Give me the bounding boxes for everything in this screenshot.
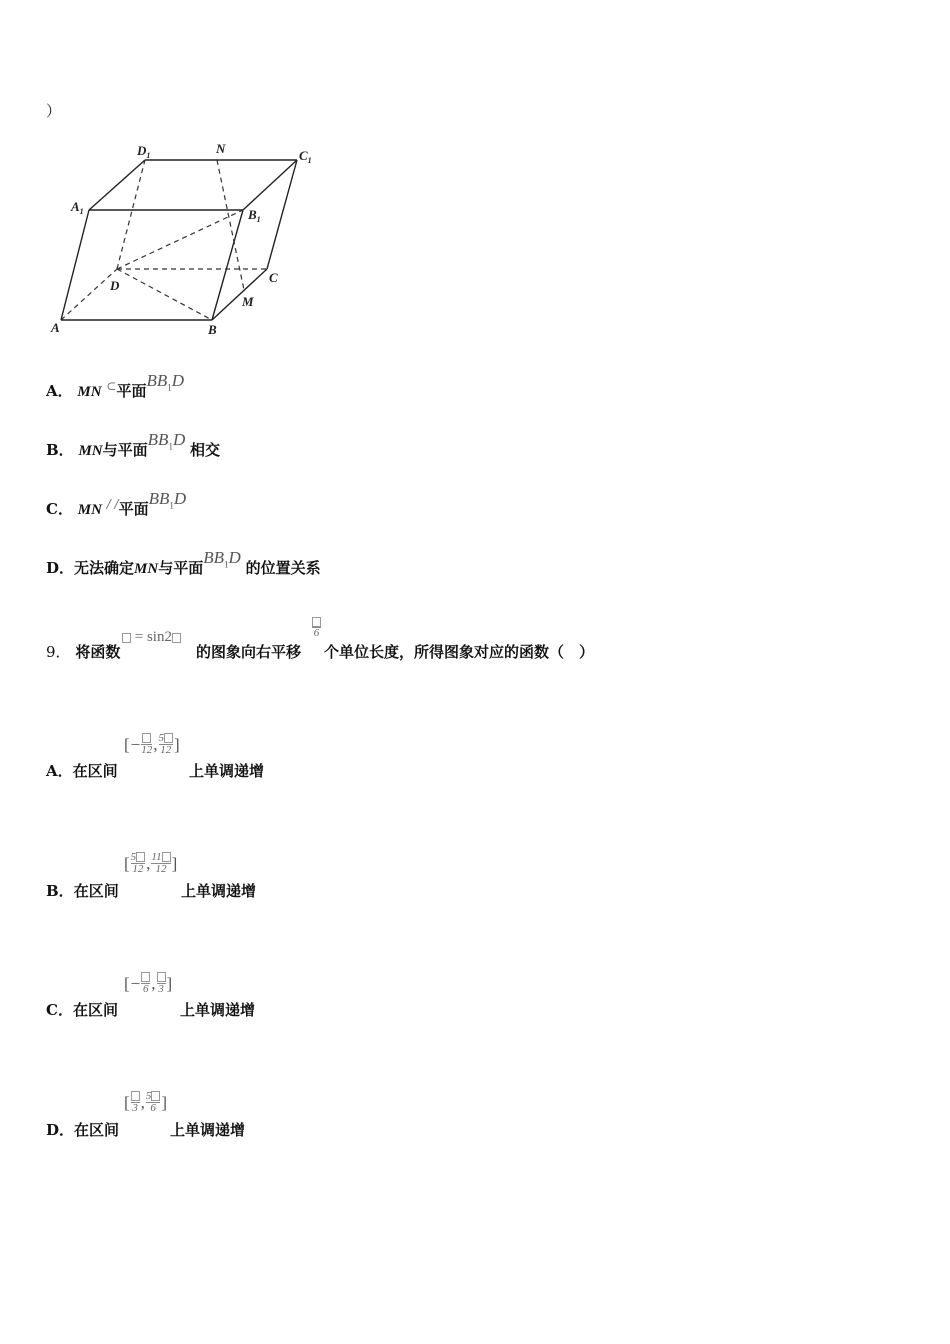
- label-m: M: [242, 294, 254, 309]
- segment-mn: [217, 160, 244, 290]
- q8-option-d[interactable]: D．无法确定MN与平面$BB_1D$ 的位置关系: [46, 548, 321, 577]
- q9-stem: 9． 将函数: [46, 643, 121, 661]
- edge-dd1-hidden: [117, 160, 145, 269]
- edge-cc1: [267, 160, 297, 269]
- label-b: B: [208, 322, 217, 337]
- q9-option-b[interactable]: B．在区间: [46, 882, 119, 900]
- edge-ad-hidden: [61, 269, 117, 320]
- placeholder-glyph: [312, 617, 321, 627]
- q8-option-c[interactable]: C． MN / /平面$BB_1D$: [46, 489, 187, 518]
- placeholder-glyph: [172, 633, 181, 643]
- closing-paren: ）: [46, 102, 62, 120]
- edge-b1c1: [243, 160, 297, 210]
- label-c1: $C_1$: [299, 148, 312, 165]
- label-d: D: [110, 278, 120, 293]
- label-n: N: [216, 141, 226, 156]
- edge-bc: [212, 269, 267, 320]
- q9-option-c[interactable]: C．在区间: [46, 1001, 118, 1019]
- interval-c: [ − 6 , 3 ]: [124, 973, 173, 995]
- label-b1: $B_1$: [248, 207, 261, 224]
- edge-a1d1: [89, 160, 145, 210]
- diag-db1: [117, 210, 243, 269]
- edge-bb1: [212, 210, 243, 320]
- q9-function: = sin2: [122, 629, 181, 646]
- diag-db: [117, 269, 212, 320]
- q9-option-a-post: 上单调递增: [189, 762, 265, 780]
- q9-shift-fraction: 6: [312, 612, 321, 639]
- label-c: C: [269, 270, 278, 285]
- interval-b: [ $\frac{5}{12}$ , $\frac{11}{12}$ ]: [124, 851, 178, 875]
- q9-text-after: 个单位长度，所得图象对应的函数（ ）: [324, 643, 595, 661]
- q8-option-b[interactable]: B． MN与平面$BB_1D$ 相交: [46, 430, 221, 459]
- q9-option-c-post: 上单调递增: [180, 1001, 256, 1019]
- interval-d: [ 3 , $\frac{5}{6}$ ]: [124, 1090, 168, 1114]
- q9-option-d-post: 上单调递增: [170, 1121, 246, 1139]
- label-d1: $D_1$: [137, 143, 151, 160]
- q9-text-mid: 的图象向右平移: [196, 643, 302, 661]
- label-a: A: [51, 320, 60, 335]
- label-a1: $A_1$: [71, 199, 84, 216]
- q9-option-a[interactable]: A．在区间: [46, 762, 118, 780]
- q8-option-a[interactable]: A． MN ⊂平面$BB_1D$: [46, 371, 185, 400]
- edge-aa1: [61, 210, 89, 320]
- interval-a: [ − 12 , $\frac{5}{12}$ ]: [124, 732, 180, 756]
- parallelepiped-figure: [40, 135, 340, 345]
- placeholder-glyph: [122, 633, 131, 643]
- q9-option-d[interactable]: D．在区间: [46, 1121, 120, 1139]
- q9-option-b-post: 上单调递增: [181, 882, 257, 900]
